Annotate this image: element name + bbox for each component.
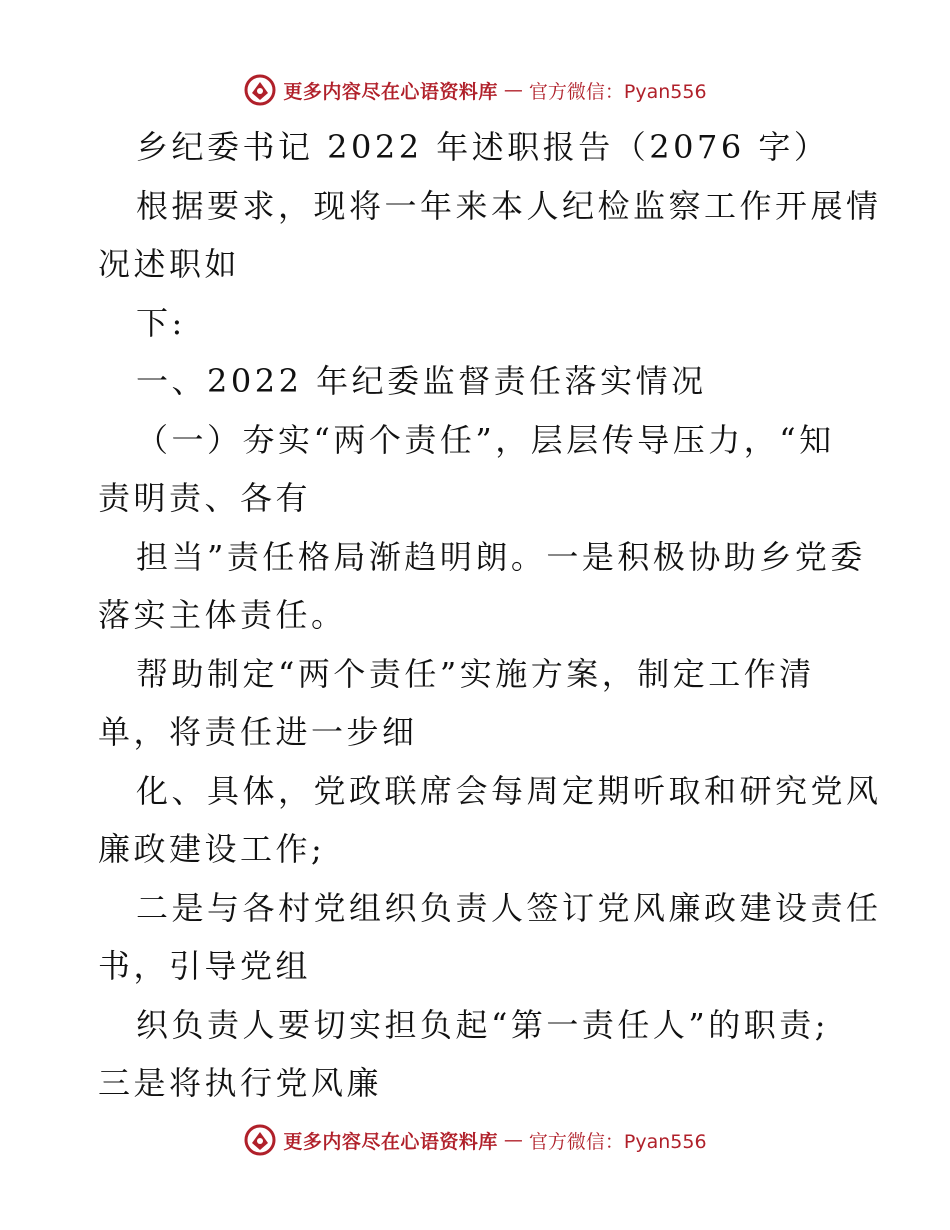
text-line: 落实主体责任。 <box>98 596 347 634</box>
banner-wechat: 官方微信：Pyan556 <box>528 1130 707 1153</box>
footer-banner <box>0 1120 950 1160</box>
text-line: 书，引导党组 <box>98 947 312 985</box>
text-line: 担当”责任格局渐趋明朗。一是积极协助乡党委 <box>136 537 866 576</box>
text-line: 三是将执行党风廉 <box>98 1064 383 1102</box>
banner-separator: — <box>503 1129 523 1151</box>
header-banner <box>0 70 950 110</box>
text-line: 责明责、各有 <box>98 479 312 517</box>
banner-wechat: 官方微信：Pyan556 <box>528 80 707 103</box>
text-line: 帮助制定“两个责任”实施方案，制定工作清 <box>136 654 815 693</box>
text-line: 根据要求，现将一年来本人纪检监察工作开展情 <box>136 186 882 225</box>
brand-logo-icon <box>243 1123 277 1157</box>
text-line: 二是与各村党组织负责人签订党风廉政建设责任 <box>136 888 882 927</box>
brand-logo-icon <box>243 73 277 107</box>
text-line: 单，将责任进一步细 <box>98 713 418 751</box>
document-body <box>98 118 882 1113</box>
text-line: 乡纪委书记 2022 年述职报告（2076 字） <box>136 128 830 166</box>
text-line: 织负责人要切实担负起“第一责任人”的职责; <box>136 1005 830 1044</box>
text-line: 下: <box>136 303 186 342</box>
banner-text: 更多内容尽在心语资料库 <box>283 1130 498 1153</box>
text-line: 一、2022 年纪委监督责任落实情况 <box>136 362 707 400</box>
banner-separator: — <box>503 79 523 101</box>
text-line: 况述职如 <box>98 245 241 283</box>
text-line: 廉政建设工作; <box>98 830 326 868</box>
text-line: （一）夯实“两个责任”，层层传导压力，“知 <box>136 420 835 459</box>
text-line: 化、具体，党政联席会每周定期听取和研究党风 <box>136 771 882 810</box>
banner-text: 更多内容尽在心语资料库 <box>283 80 498 103</box>
